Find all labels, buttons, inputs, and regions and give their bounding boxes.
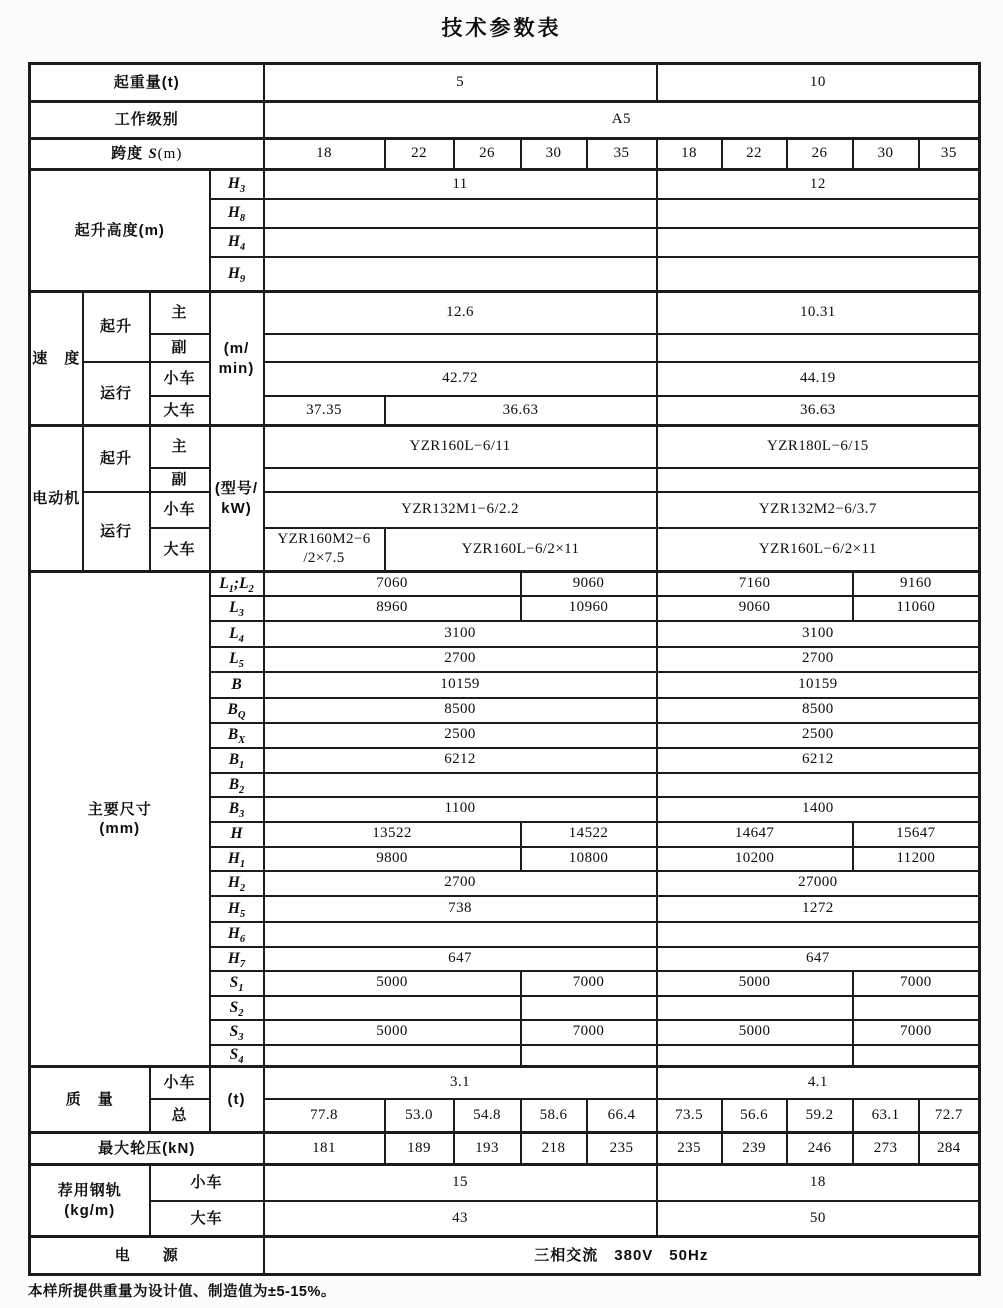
motor-crane-value-10t: YZR160L−6/2×11: [657, 528, 980, 572]
dim-value: 15647: [853, 822, 980, 847]
dim-value: 10800: [521, 847, 657, 871]
dim-param: $B_3$: [210, 797, 264, 822]
motor-aux-value-10t: [657, 468, 980, 492]
rail-crane-value-10t: 50: [657, 1201, 980, 1237]
dim-value: 8500: [657, 698, 980, 723]
span-col: 18: [264, 139, 385, 170]
motor-main-label: 主: [150, 426, 210, 468]
dim-value: 7000: [521, 971, 657, 996]
hoist-height-value: 11: [264, 170, 657, 199]
dim-value: 1272: [657, 896, 980, 922]
dim-value: [657, 922, 980, 947]
motor-crane-label: 大车: [150, 528, 210, 572]
rail-crane-label: 大车: [150, 1201, 264, 1237]
hoist-height-param: $H_9$: [210, 257, 264, 292]
dim-param: $H_5$: [210, 896, 264, 922]
dim-param: B: [210, 672, 264, 698]
power-label: 电 源: [30, 1237, 264, 1275]
wheel-load-value: 235: [587, 1133, 657, 1165]
wheel-load-value: 189: [385, 1133, 454, 1165]
dim-value: 738: [264, 896, 657, 922]
hoist-height-value: [264, 228, 657, 257]
mass-trolley-value-10t: 4.1: [657, 1067, 980, 1099]
dim-value: [657, 773, 980, 797]
dim-value: [657, 1045, 853, 1067]
hoist-height-label: 起升高度(m): [30, 170, 210, 292]
span-col: 22: [722, 139, 787, 170]
duty-class-label: 工作级别: [30, 102, 264, 139]
mass-total-value: 73.5: [657, 1099, 722, 1133]
mass-trolley-value-5t: 3.1: [264, 1067, 657, 1099]
dim-value: 9060: [657, 596, 853, 621]
hoist-height-value: [657, 257, 980, 292]
speed-crane-value-18: 37.35: [264, 396, 385, 426]
speed-group-label: 速 度: [30, 292, 83, 426]
span-label: 跨度 S(m): [30, 139, 264, 170]
dim-value: 11200: [853, 847, 980, 871]
speed-travel-label: 运行: [83, 362, 150, 426]
wheel-load-value: 246: [787, 1133, 853, 1165]
dim-value: 2700: [264, 871, 657, 896]
motor-travel-label: 运行: [83, 492, 150, 572]
dim-value: 3100: [657, 621, 980, 647]
speed-unit-cell: (m/ min): [210, 292, 264, 426]
dim-param: $S_1$: [210, 971, 264, 996]
dim-value: [264, 996, 521, 1020]
rail-crane-value-5t: 43: [264, 1201, 657, 1237]
dim-param: $H_6$: [210, 922, 264, 947]
speed-aux-label: 副: [150, 334, 210, 362]
motor-group-label: 电动机: [30, 426, 83, 572]
motor-crane-value-18: YZR160M2−6 /2×7.5: [264, 528, 385, 572]
motor-crane-value-5t: YZR160L−6/2×11: [385, 528, 657, 572]
mass-total-value: 54.8: [454, 1099, 521, 1133]
span-col: 30: [853, 139, 919, 170]
speed-aux-value-10t: [657, 334, 980, 362]
speed-main-value-10t: 10.31: [657, 292, 980, 334]
rail-trolley-value-10t: 18: [657, 1165, 980, 1201]
dim-value: 7060: [264, 572, 521, 596]
mass-total-value: 77.8: [264, 1099, 385, 1133]
rail-trolley-label: 小车: [150, 1165, 264, 1201]
wheel-load-value: 218: [521, 1133, 587, 1165]
dim-value: 8500: [264, 698, 657, 723]
dim-param: $L_1;L_2$: [210, 572, 264, 596]
span-col: 30: [521, 139, 587, 170]
hoist-height-value: [264, 257, 657, 292]
dim-value: 2500: [657, 723, 980, 748]
dim-value: 27000: [657, 871, 980, 896]
motor-aux-value-5t: [264, 468, 657, 492]
span-col: 26: [787, 139, 853, 170]
dim-param: $S_2$: [210, 996, 264, 1020]
capacity-label: 起重量(t): [30, 64, 264, 102]
dim-param: $L_3$: [210, 596, 264, 621]
span-col: 18: [657, 139, 722, 170]
hoist-height-param: $H_4$: [210, 228, 264, 257]
wheel-load-value: 193: [454, 1133, 521, 1165]
dim-value: [264, 773, 657, 797]
dim-param: $B_1$: [210, 748, 264, 773]
speed-trolley-value-10t: 44.19: [657, 362, 980, 396]
mass-group-label: 质 量: [30, 1067, 150, 1133]
wheel-load-value: 181: [264, 1133, 385, 1165]
dim-param: $B_X$: [210, 723, 264, 748]
power-value: 三相交流 380V 50Hz: [264, 1237, 980, 1275]
dim-value: 2700: [657, 647, 980, 672]
dim-value: [264, 922, 657, 947]
dim-value: 1100: [264, 797, 657, 822]
dim-value: 1400: [657, 797, 980, 822]
dim-value: 8960: [264, 596, 521, 621]
dim-value: 10960: [521, 596, 657, 621]
hoist-height-param: $H_3$: [210, 170, 264, 199]
dim-value: 10159: [264, 672, 657, 698]
speed-main-label: 主: [150, 292, 210, 334]
dim-value: 10200: [657, 847, 853, 871]
motor-aux-label: 副: [150, 468, 210, 492]
hoist-height-value: 12: [657, 170, 980, 199]
capacity-value-5t: 5: [264, 64, 657, 102]
wheel-load-value: 239: [722, 1133, 787, 1165]
dim-param: $H_2$: [210, 871, 264, 896]
motor-hoist-label: 起升: [83, 426, 150, 492]
wheel-load-label: 最大轮压(kN): [30, 1133, 264, 1165]
speed-aux-value-5t: [264, 334, 657, 362]
dim-value: 5000: [264, 971, 521, 996]
motor-unit-cell: (型号/ kW): [210, 426, 264, 572]
span-col: 26: [454, 139, 521, 170]
mass-trolley-label: 小车: [150, 1067, 210, 1099]
mass-total-value: 56.6: [722, 1099, 787, 1133]
dim-value: 647: [264, 947, 657, 971]
wheel-load-value: 284: [919, 1133, 980, 1165]
dim-value: 14647: [657, 822, 853, 847]
dim-value: 7160: [657, 572, 853, 596]
speed-crane-value-10t: 36.63: [657, 396, 980, 426]
mass-total-value: 59.2: [787, 1099, 853, 1133]
hoist-height-value: [657, 228, 980, 257]
dim-value: 9800: [264, 847, 521, 871]
dim-value: 2700: [264, 647, 657, 672]
dim-value: 5000: [264, 1020, 521, 1045]
dim-value: 647: [657, 947, 980, 971]
wheel-load-value: 273: [853, 1133, 919, 1165]
dim-value: 7000: [853, 1020, 980, 1045]
dim-value: [853, 1045, 980, 1067]
speed-trolley-label: 小车: [150, 362, 210, 396]
motor-trolley-value-10t: YZR132M2−6/3.7: [657, 492, 980, 528]
dim-value: 5000: [657, 971, 853, 996]
dim-value: [521, 996, 657, 1020]
dim-value: [657, 996, 853, 1020]
dim-value: 3100: [264, 621, 657, 647]
speed-hoist-label: 起升: [83, 292, 150, 362]
dim-param: $H_1$: [210, 847, 264, 871]
span-col: 35: [919, 139, 980, 170]
hoist-height-value: [657, 199, 980, 228]
dim-param: $S_4$: [210, 1045, 264, 1067]
speed-crane-label: 大车: [150, 396, 210, 426]
dim-value: [264, 1045, 521, 1067]
dim-param: $B_Q$: [210, 698, 264, 723]
dims-group-label: 主要尺寸 (mm): [30, 572, 210, 1067]
dim-value: 5000: [657, 1020, 853, 1045]
wheel-load-value: 235: [657, 1133, 722, 1165]
hoist-height-param: $H_8$: [210, 199, 264, 228]
rail-group-label: 荐用钢轨 (kg/m): [30, 1165, 150, 1237]
capacity-value-10t: 10: [657, 64, 980, 102]
speed-main-value-5t: 12.6: [264, 292, 657, 334]
mass-total-label: 总: [150, 1099, 210, 1133]
speed-crane-value-5t: 36.63: [385, 396, 657, 426]
mass-total-value: 58.6: [521, 1099, 587, 1133]
motor-main-value-5t: YZR160L−6/11: [264, 426, 657, 468]
span-col: 35: [587, 139, 657, 170]
dim-param: H: [210, 822, 264, 847]
dim-value: 2500: [264, 723, 657, 748]
hoist-height-value: [264, 199, 657, 228]
speed-trolley-value-5t: 42.72: [264, 362, 657, 396]
dim-value: 7000: [521, 1020, 657, 1045]
dim-value: [853, 996, 980, 1020]
dim-param: $S_3$: [210, 1020, 264, 1045]
mass-unit: (t): [210, 1067, 264, 1133]
dim-param: $H_7$: [210, 947, 264, 971]
dim-value: 9060: [521, 572, 657, 596]
dim-value: 6212: [264, 748, 657, 773]
dim-value: [521, 1045, 657, 1067]
dim-value: 13522: [264, 822, 521, 847]
mass-total-value: 66.4: [587, 1099, 657, 1133]
motor-trolley-value-5t: YZR132M1−6/2.2: [264, 492, 657, 528]
page-title: 技术参数表: [441, 17, 562, 40]
mass-total-value: 63.1: [853, 1099, 919, 1133]
rail-trolley-value-5t: 15: [264, 1165, 657, 1201]
mass-total-value: 72.7: [919, 1099, 980, 1133]
duty-class-value: A5: [264, 102, 980, 139]
mass-total-value: 53.0: [385, 1099, 454, 1133]
dim-value: 14522: [521, 822, 657, 847]
dim-param: $L_5$: [210, 647, 264, 672]
motor-main-value-10t: YZR180L−6/15: [657, 426, 980, 468]
span-col: 22: [385, 139, 454, 170]
dim-param: $B_2$: [210, 773, 264, 797]
motor-trolley-label: 小车: [150, 492, 210, 528]
dim-value: 7000: [853, 971, 980, 996]
dim-value: 6212: [657, 748, 980, 773]
dim-param: $L_4$: [210, 621, 264, 647]
footnote: 本样所提供重量为设计值、制造值为±5-15%。: [28, 1284, 336, 1300]
dim-value: 10159: [657, 672, 980, 698]
dim-value: 11060: [853, 596, 980, 621]
technical-parameters-table: [28, 62, 981, 1276]
dim-value: 9160: [853, 572, 980, 596]
